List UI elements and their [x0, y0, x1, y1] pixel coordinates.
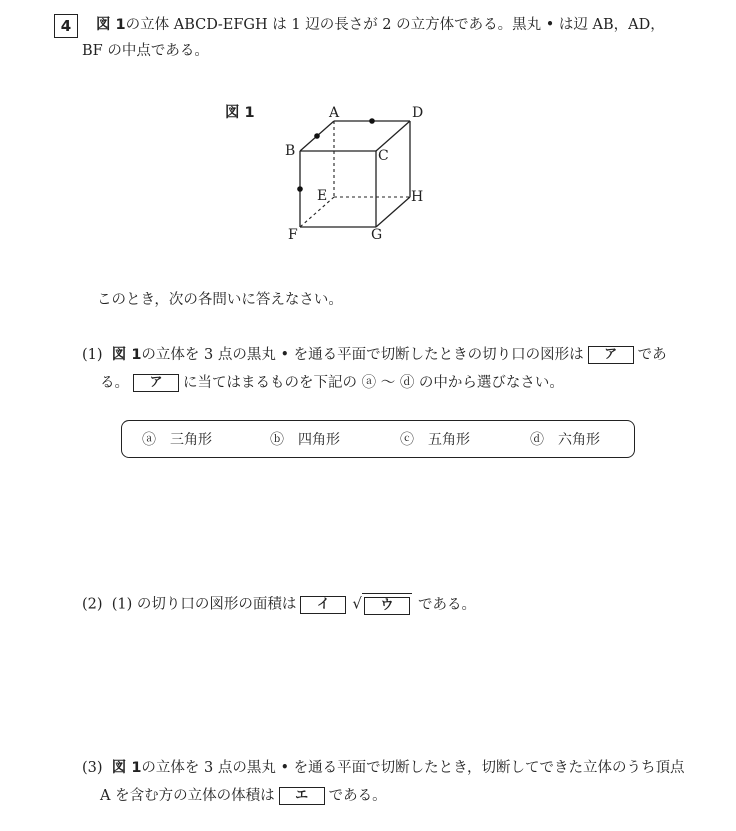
part2-text-a: (1) の切り口の図形の面積は: [111, 596, 297, 613]
part3-figure-ref: 図 1: [111, 760, 142, 776]
answer-box-e[interactable]: エ: [279, 787, 325, 805]
choice-c[interactable]: [400, 429, 470, 449]
part1-text-a: の立体を 3 点の黒丸 • を通る平面で切断したときの切り口の図形は: [141, 347, 584, 363]
answer-box-u[interactable]: ウ: [364, 597, 410, 615]
choice-d-label: 六角形: [558, 432, 600, 448]
part2-line: [82, 593, 476, 616]
figure-ref: 図 1: [96, 17, 126, 33]
part1-figure-ref: 図 1: [111, 347, 142, 363]
answer-box-a[interactable]: ア: [588, 346, 634, 364]
choice-c-mark: ⓒ: [400, 432, 414, 448]
answer-box-a-ref: ア: [133, 374, 179, 392]
midpoint-bf-dot: [297, 186, 303, 192]
part3-line-2: [100, 786, 387, 806]
choice-a[interactable]: [142, 429, 212, 449]
part1-text-b: であ: [637, 347, 667, 363]
question-number: 4: [54, 14, 78, 38]
part1-number: (1): [82, 347, 103, 363]
part1-line-2: [100, 373, 564, 393]
vertex-label-c: C: [378, 148, 389, 164]
part1-text-c: る。: [100, 375, 129, 391]
lead-sentence: このとき，次の各問いに答えなさい。: [97, 292, 343, 308]
sqrt-radicand: [362, 593, 412, 616]
part1-line-1: [82, 345, 667, 365]
choice-b-mark: ⓑ: [270, 432, 284, 448]
intro-text-1: の立体 ABCD‑EFGH は 1 辺の長さが 2 の立方体である。黒丸 • は辺 AB，AD，: [125, 17, 665, 33]
part3-text-b: A を含む方の立体の体積は: [100, 788, 275, 804]
edge-dc: [376, 121, 410, 151]
vertex-label-b: B: [285, 143, 296, 159]
part3-text-c: である。: [328, 788, 387, 804]
choice-b-label: 四角形: [298, 432, 340, 448]
part3-number: (3): [82, 760, 103, 776]
choice-d-mark: ⓓ: [530, 432, 544, 448]
midpoint-ab-dot: [314, 133, 320, 139]
part2-text-b: である。: [417, 596, 476, 613]
intro-line-2: BF の中点である。: [82, 43, 209, 59]
part3-line-1: [82, 758, 685, 778]
answer-box-i[interactable]: イ: [300, 596, 346, 614]
cube-diagram: [270, 96, 440, 246]
vertex-label-d: D: [412, 105, 424, 121]
vertex-label-e: E: [317, 188, 328, 204]
part2-number: (2): [82, 596, 103, 613]
choice-c-label: 五角形: [428, 432, 470, 448]
sqrt-group: [352, 593, 412, 616]
midpoint-ad-dot: [369, 118, 375, 124]
figure-label: 図 1: [225, 105, 255, 121]
choice-a-mark: ⓐ: [142, 432, 156, 448]
sqrt-sign-icon: √: [352, 594, 362, 613]
choice-d[interactable]: [530, 429, 600, 449]
edge-hg: [376, 197, 410, 227]
vertex-label-f: F: [288, 227, 298, 243]
intro-line-1: [96, 15, 665, 35]
part1-text-d: に当てはまるものを下記の ⓐ ～ ⓓ の中から選びなさい。: [183, 375, 564, 391]
part3-text-a: の立体を 3 点の黒丸 • を通る平面で切断したとき，切断してできた立体のうち頂点: [141, 760, 685, 776]
choice-b[interactable]: [270, 429, 340, 449]
vertex-label-a: A: [329, 105, 340, 121]
choices-box: [121, 420, 635, 458]
choice-a-label: 三角形: [170, 432, 212, 448]
vertex-label-g: G: [371, 227, 383, 243]
vertex-label-h: H: [411, 189, 424, 205]
